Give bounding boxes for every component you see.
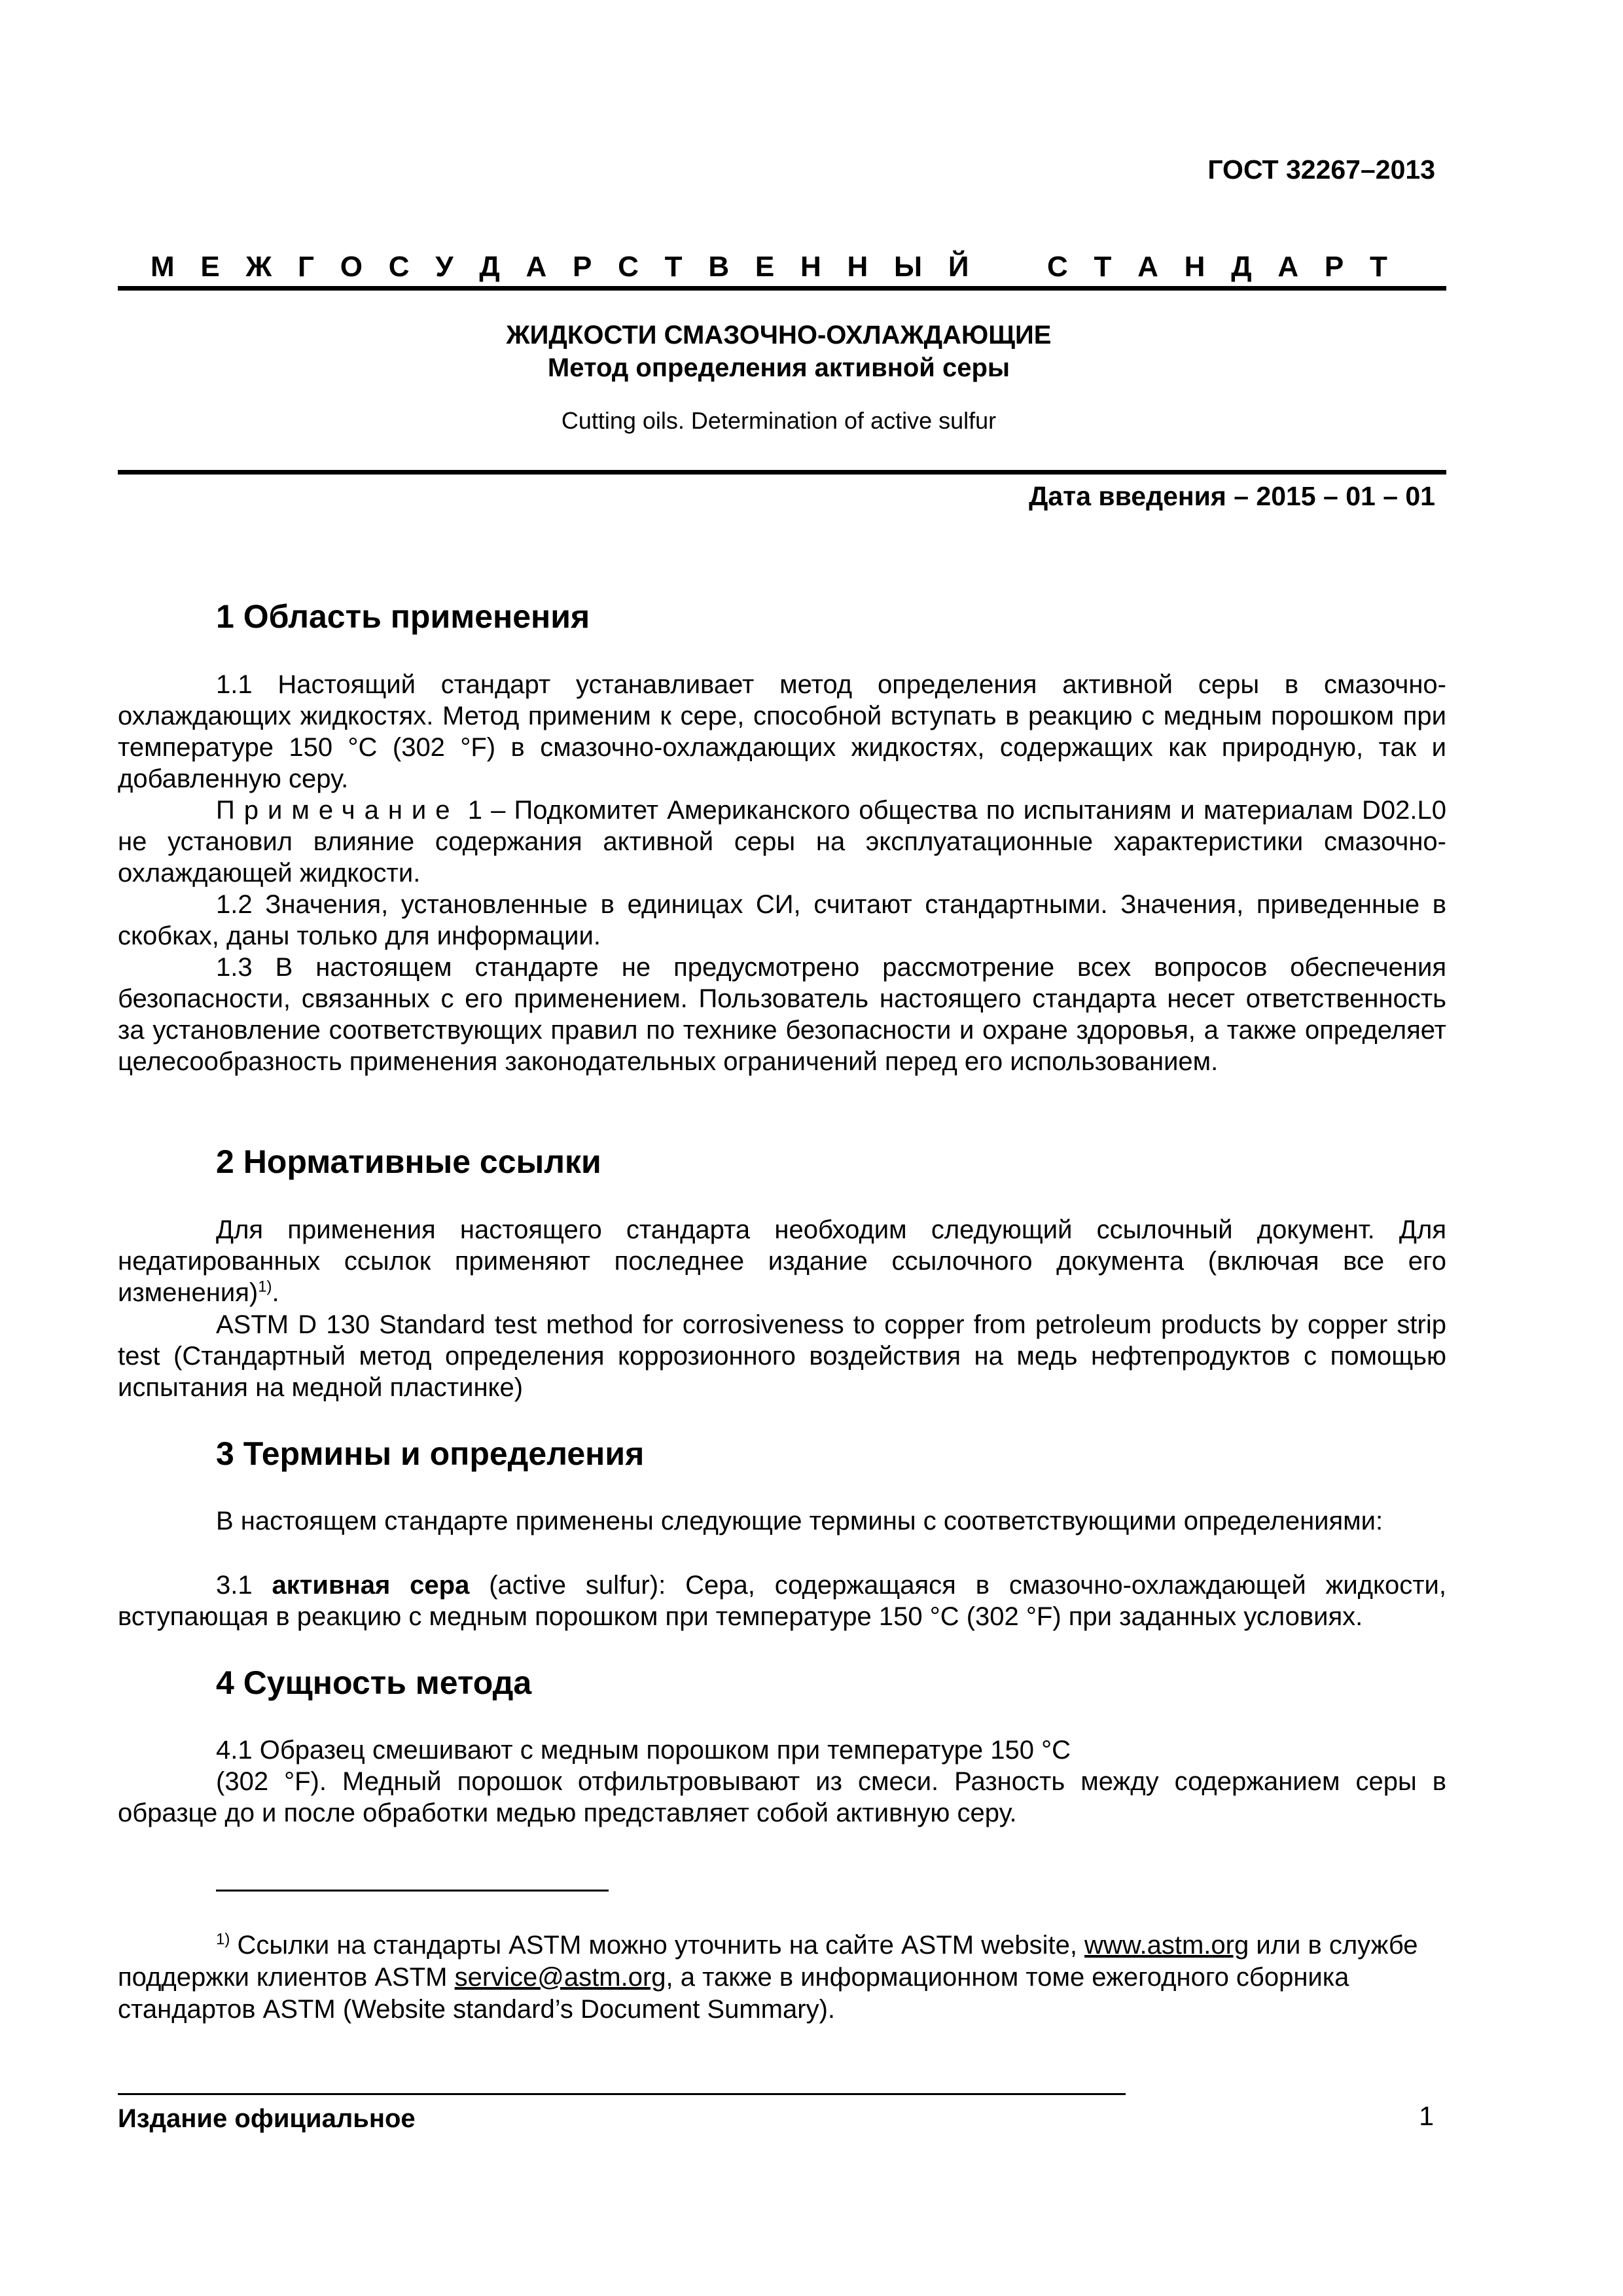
paragraph-4-1-rest: (302 °F). Медный порошок отфильтровывают из смеси. Разность между содержанием серы в образце до и после обработки медью представляет собой активную серу. <box>118 1767 1446 1827</box>
standard-number: ГОСТ 32267–2013 <box>1207 154 1435 185</box>
header-rule <box>118 286 1446 291</box>
section-4-heading: 4 Сущность метода <box>216 1664 532 1701</box>
banner-letter: Н <box>1184 251 1205 283</box>
banner-letter: А <box>1277 251 1299 283</box>
banner-letter: Н <box>847 251 868 283</box>
footnote-text-3: , а также в информационном томе ежегодного сборника стандартов ASTM (Website standard’s Document Summary). <box>118 1963 1349 2024</box>
banner-letter: Н <box>800 251 821 283</box>
astm-website-link[interactable]: www.astm.org <box>1084 1931 1249 1960</box>
banner-letter: У <box>435 251 454 283</box>
banner-letter <box>995 251 1021 283</box>
banner-letter: Ж <box>245 251 272 283</box>
note-text: 1 – Подкомитет Американского общества по испытаниям и материалам D02.L0 не установил влияние содержания активной серы на эксплуатационные характеристики смазочно-охлаждающей жидкости. <box>118 796 1446 888</box>
document-subtitle: Метод определения активной серы <box>547 353 1010 382</box>
section-1-heading: 1 Область применения <box>216 598 590 635</box>
astm-email-link[interactable]: service@astm.org <box>454 1963 666 1992</box>
banner-letter: Т <box>1369 251 1387 283</box>
interstate-standard-banner <box>151 251 1387 283</box>
banner-letter: М <box>151 251 175 283</box>
paragraph-3-intro: В настоящем стандарте применены следующие термины с соответствующими определениями: <box>216 1507 1383 1535</box>
footnote-text-1: Ссылки на стандарты ASTM можно уточнить на сайте ASTM website, <box>230 1931 1085 1960</box>
footnote-separator <box>216 1890 609 1892</box>
term-number: 3.1 <box>216 1571 272 1600</box>
banner-letter: Д <box>479 251 500 283</box>
term-text: (active sulfur): Сера, содержащаяся в смазочно-охлаждающей жидкости, вступающая в реакцию с медным порошком при температуре 150 °C (302 °F) при заданных условиях. <box>118 1571 1446 1631</box>
paragraph-2-1 <box>118 1214 1446 1308</box>
banner-letter: Г <box>298 251 314 283</box>
banner-letter: А <box>526 251 547 283</box>
paragraph-2-1-text: Для применения настоящего стандарта необходим следующий ссылочный документ. Для недатированных ссылок применяют последнее издание ссылочного документа (включая все его изменения) <box>118 1215 1446 1307</box>
paragraph-1-2: 1.2 Значения, установленные в единицах СИ, считают стандартными. Значения, приведенные в скобках, даны только для информации. <box>118 890 1446 950</box>
banner-letter: Д <box>1231 251 1252 283</box>
banner-letter: С <box>618 251 639 283</box>
term-definition <box>118 1570 1446 1632</box>
paragraph-2-1-end: . <box>272 1278 279 1307</box>
footnote <box>118 1929 1446 2026</box>
section-2-heading: 2 Нормативные ссылки <box>216 1143 601 1180</box>
term-name: активная сера <box>272 1571 470 1600</box>
paragraph-4-1-line1: 4.1 Образец смешивают с медным порошком при температуре 150 °C <box>216 1736 1071 1765</box>
banner-letter: С <box>388 251 410 283</box>
introduction-date: Дата введения – 2015 – 01 – 01 <box>1029 481 1435 511</box>
banner-letter: Р <box>573 251 592 283</box>
banner-letter: Е <box>755 251 775 283</box>
english-title: Cutting oils. Determination of active sulfur <box>561 407 997 434</box>
note-label: Примечание <box>216 796 459 825</box>
footnote-mark: 1) <box>216 1930 230 1948</box>
paragraph-1-3: 1.3 В настоящем стандарте не предусмотрено рассмотрение всех вопросов обеспечения безопасности, связанных с его применением. Пользователь настоящего стандарта несет ответственность за установление соответствующих правил по технике безопасности и охране здоровья, а также определяет целесообразность применения законодательных ограничений перед его использованием. <box>118 953 1446 1076</box>
official-edition-label: Издание официальное <box>118 2104 416 2133</box>
page-number: 1 <box>1419 2101 1434 2131</box>
banner-letter: С <box>1046 251 1068 283</box>
note-1 <box>118 795 1446 889</box>
footnote-reference: 1) <box>258 1278 272 1296</box>
title-rule <box>118 470 1446 475</box>
paragraph-1-1: 1.1 Настоящий стандарт устанавливает метод определения активной серы в смазочно-охлаждающих жидкостях. Метод применим к сере, способной вступать в реакцию с медным порошком при температуре 150 °C (302 °F) в смазочно-охлаждающих жидкостях, содержащих как природную, так и добавленную серу. <box>118 670 1446 793</box>
banner-letter: Е <box>200 251 220 283</box>
footnote-text-2: или в службе поддержки клиентов ASTM <box>118 1931 1418 1992</box>
paragraph-2-2: ASTM D 130 Standard test method for corrosiveness to copper from petroleum products by copper strip test (Стандартный метод определения коррозионного воздействия на медь нефтепродуктов с помощью испытания на медной пластинке) <box>118 1310 1446 1402</box>
footer-rule <box>118 2093 1126 2095</box>
banner-letter: Т <box>1094 251 1112 283</box>
section-3-heading: 3 Термины и определения <box>216 1435 645 1472</box>
banner-letter: Т <box>664 251 683 283</box>
document-title: ЖИДКОСТИ СМАЗОЧНО-ОХЛАЖДАЮЩИЕ <box>506 321 1052 350</box>
banner-letter: Ы <box>894 251 923 283</box>
banner-letter: Й <box>948 251 969 283</box>
banner-letter: О <box>340 251 363 283</box>
banner-letter: Р <box>1324 251 1344 283</box>
banner-letter: В <box>708 251 730 283</box>
banner-letter: А <box>1137 251 1158 283</box>
